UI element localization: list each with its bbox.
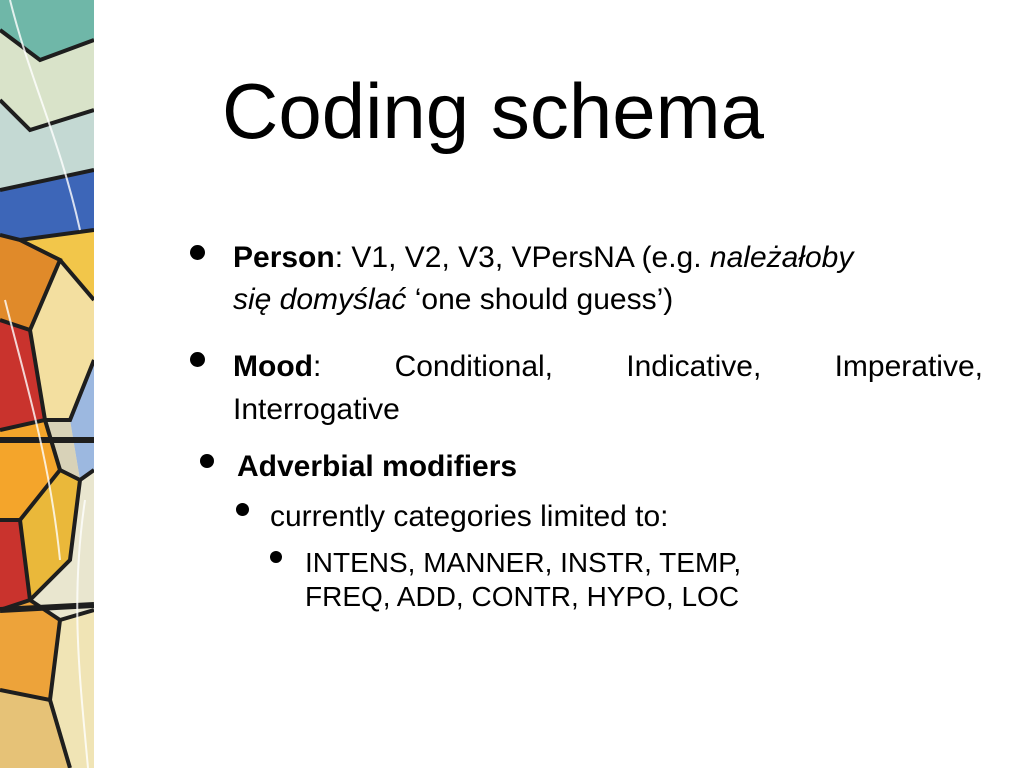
- mood-label: Mood: [233, 350, 313, 383]
- sub-bullet-dot: [236, 503, 249, 516]
- mood-sep: :: [312, 350, 322, 383]
- bullet-person-line1: [233, 237, 853, 279]
- adverbial-sub: currently categories limited to:: [270, 500, 669, 533]
- mood-continuation: Interrogative: [233, 393, 400, 426]
- bullet-person-line2: [233, 279, 673, 321]
- person-example-b: się domyślać: [233, 283, 407, 316]
- bullet-dot: [200, 454, 214, 468]
- subsub-bullet-dot: [270, 551, 282, 563]
- stained-glass-decoration: [0, 0, 94, 768]
- bullet-mood-line1: [233, 346, 983, 388]
- bullet-dot: [190, 245, 205, 260]
- adverbial-subsub-line1: INTENS, MANNER, INSTR, TEMP,: [305, 547, 742, 578]
- adverbial-label-text: Adverbial modifiers: [237, 450, 518, 483]
- bullet-dot: [190, 352, 205, 367]
- mood-item: Imperative,: [834, 350, 983, 383]
- person-sep: :: [334, 241, 344, 274]
- slide-title: Coding schema: [222, 67, 764, 155]
- adverbial-label: [237, 449, 517, 485]
- person-text: V1, V2, V3, VPersNA (e.g.: [343, 241, 710, 274]
- mood-item: Indicative,: [626, 350, 762, 383]
- person-label: Person: [233, 241, 335, 274]
- mood-item: Conditional,: [394, 350, 553, 383]
- adverbial-subsub-line2: FREQ, ADD, CONTR, HYPO, LOC: [305, 581, 740, 612]
- person-example-a: należałoby: [709, 241, 854, 274]
- person-gloss: ‘one should guess’): [406, 283, 674, 316]
- mood-head: [233, 346, 321, 388]
